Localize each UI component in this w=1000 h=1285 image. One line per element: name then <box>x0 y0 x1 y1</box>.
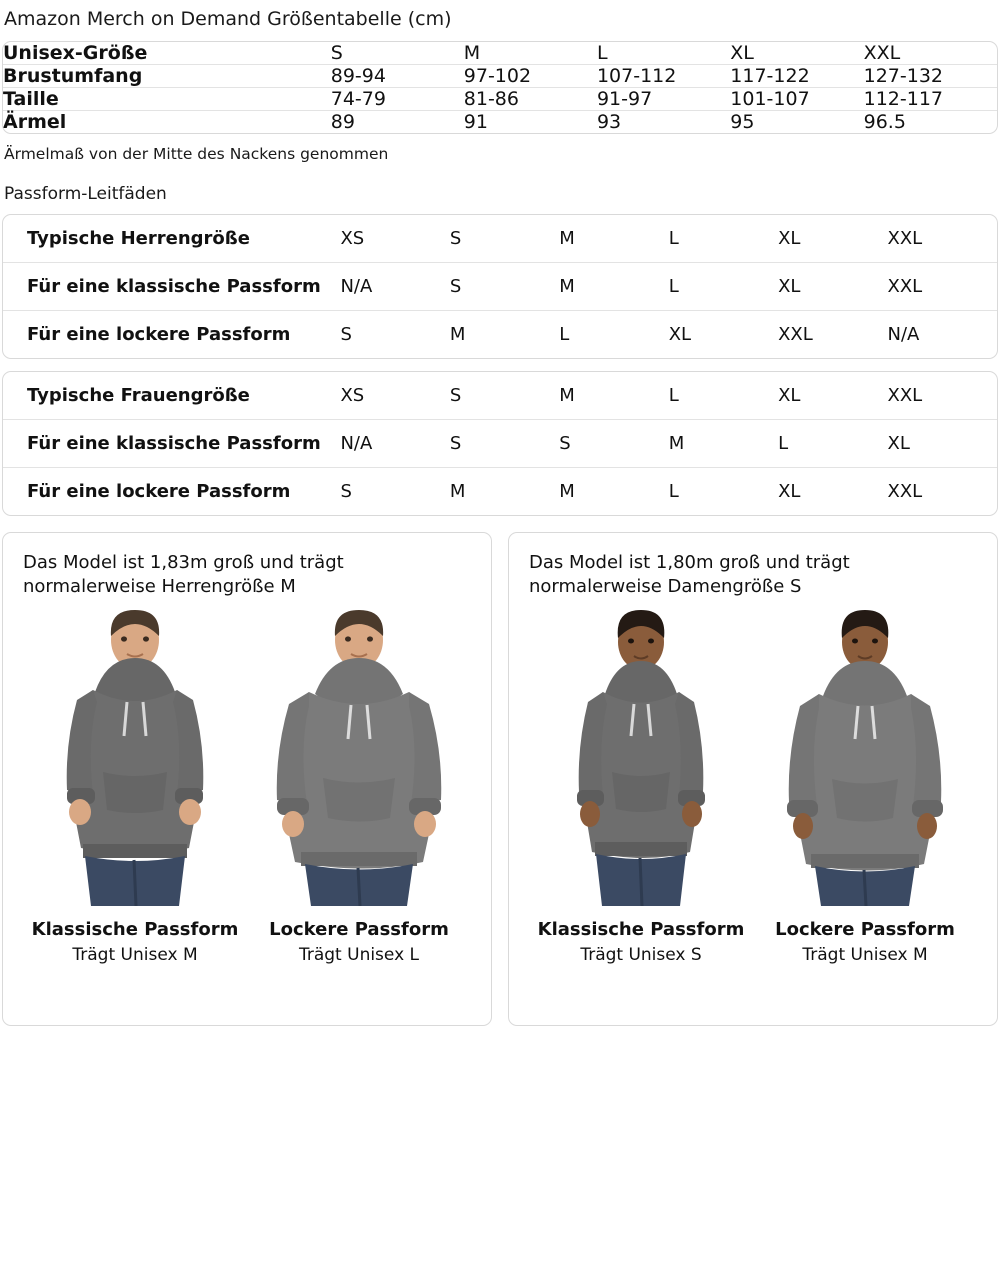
row-value: L <box>668 384 679 406</box>
male-classic-hoodie-illustration <box>35 606 235 906</box>
row-value: XL <box>669 310 778 358</box>
female-model-caption: Das Model ist 1,80m groß und trägt normalerweise Damengröße S <box>529 551 850 597</box>
row-value: XL <box>778 227 801 249</box>
table-row <box>3 310 997 358</box>
unisex-size-table-card <box>2 41 998 134</box>
male-relaxed-fit-figure <box>247 606 471 906</box>
table-row <box>3 262 997 310</box>
row-value: 95 <box>730 110 863 133</box>
fit-wears: Trägt Unisex S <box>580 945 702 966</box>
row-value: S <box>450 419 559 467</box>
row-value: M <box>559 227 575 249</box>
row-value: 93 <box>597 110 730 133</box>
row-label: Unisex-Größe <box>3 41 148 64</box>
row-value: S <box>340 467 449 515</box>
female-relaxed-hoodie-illustration <box>765 606 965 906</box>
row-label: Typische Frauengröße <box>27 384 250 406</box>
womens-fit-table-card <box>2 371 998 516</box>
row-label: Für eine klassische Passform <box>3 262 340 310</box>
row-value: XXL <box>887 227 923 249</box>
male-classic-fit-figure <box>23 606 247 906</box>
row-value: M <box>559 467 668 515</box>
row-label: Taille <box>3 87 331 110</box>
row-value: 96.5 <box>864 110 997 133</box>
row-value: L <box>778 419 887 467</box>
row-value: L <box>669 467 778 515</box>
row-value: 107-112 <box>597 64 730 87</box>
mens-fit-table <box>3 215 997 358</box>
male-model-caption: Das Model ist 1,83m groß und trägt normalerweise Herrengröße M <box>23 551 344 597</box>
row-value: 81-86 <box>464 87 597 110</box>
male-relaxed-hoodie-illustration <box>259 606 459 906</box>
female-classic-hoodie-illustration <box>541 606 741 906</box>
model-cards <box>2 532 998 1026</box>
row-value: 89 <box>331 110 464 133</box>
table-row <box>3 467 997 515</box>
row-value: XL <box>888 419 998 467</box>
womens-fit-table <box>3 372 997 515</box>
row-value: XXL <box>888 262 998 310</box>
row-value: L <box>596 41 608 64</box>
row-value: XL <box>778 467 887 515</box>
row-value: L <box>669 262 778 310</box>
fit-name: Klassische Passform <box>537 919 745 941</box>
table-row <box>3 87 997 110</box>
mens-fit-table-card <box>2 214 998 359</box>
row-label: Ärmel <box>3 110 331 133</box>
row-value: XS <box>340 227 365 249</box>
row-value: L <box>559 310 668 358</box>
row-value: M <box>450 467 559 515</box>
row-value: XXL <box>863 41 901 64</box>
row-value: 89-94 <box>331 64 464 87</box>
row-value: L <box>668 227 679 249</box>
row-value: XL <box>778 384 801 406</box>
row-value: M <box>669 419 778 467</box>
male-model-card <box>2 532 492 1026</box>
female-relaxed-fit-label <box>753 916 977 969</box>
female-classic-fit-label <box>529 916 753 969</box>
unisex-size-table <box>3 42 997 133</box>
row-value: N/A <box>340 419 449 467</box>
row-value: XXL <box>887 384 923 406</box>
male-figure-labels <box>23 916 471 969</box>
row-value: S <box>449 227 462 249</box>
fit-name: Klassische Passform <box>31 919 239 941</box>
male-relaxed-fit-label <box>247 916 471 969</box>
row-value: S <box>330 41 343 64</box>
row-value: M <box>559 262 668 310</box>
row-value: 74-79 <box>331 87 464 110</box>
row-value: XL <box>778 262 887 310</box>
row-value: S <box>449 384 462 406</box>
fit-guides-label: Passform-Leitfäden <box>4 183 167 204</box>
female-figures <box>529 606 977 906</box>
row-label: Brustumfang <box>3 64 331 87</box>
row-value: XS <box>340 384 365 406</box>
row-value: 112-117 <box>864 87 997 110</box>
row-value: 97-102 <box>464 64 597 87</box>
row-value: M <box>463 41 481 64</box>
male-figures <box>23 606 471 906</box>
row-value: XXL <box>888 467 998 515</box>
row-value: XXL <box>778 310 887 358</box>
row-value: M <box>559 384 575 406</box>
sleeve-measurement-note: Ärmelmaß von der Mitte des Nackens genommen <box>4 144 389 163</box>
table-row <box>3 42 997 65</box>
table-row <box>3 110 997 133</box>
row-value: 101-107 <box>730 87 863 110</box>
row-value: M <box>450 310 559 358</box>
fit-name: Lockere Passform <box>269 919 449 941</box>
table-row <box>3 419 997 467</box>
fit-wears: Trägt Unisex L <box>298 945 420 966</box>
row-value: 127-132 <box>864 64 997 87</box>
row-label: Typische Herrengröße <box>27 227 250 249</box>
table-row <box>3 64 997 87</box>
row-value: 91 <box>464 110 597 133</box>
female-figure-labels <box>529 916 977 969</box>
row-label: Für eine klassische Passform <box>3 419 340 467</box>
row-value: 91-97 <box>597 87 730 110</box>
row-label: Für eine lockere Passform <box>3 310 340 358</box>
row-value: N/A <box>888 310 998 358</box>
male-classic-fit-label <box>23 916 247 969</box>
fit-wears: Trägt Unisex M <box>802 945 928 966</box>
row-label: Für eine lockere Passform <box>3 467 340 515</box>
fit-wears: Trägt Unisex M <box>72 945 198 966</box>
row-value: S <box>559 419 668 467</box>
row-value: S <box>340 310 449 358</box>
row-value: XL <box>730 41 754 64</box>
female-model-card <box>508 532 998 1026</box>
table-row <box>3 372 997 420</box>
row-value: N/A <box>340 262 449 310</box>
fit-name: Lockere Passform <box>775 919 955 941</box>
female-classic-fit-figure <box>529 606 753 906</box>
row-value: 117-122 <box>730 64 863 87</box>
table-row <box>3 215 997 263</box>
page-title: Amazon Merch on Demand Größentabelle (cm) <box>4 8 452 30</box>
female-relaxed-fit-figure <box>753 606 977 906</box>
row-value: S <box>450 262 559 310</box>
